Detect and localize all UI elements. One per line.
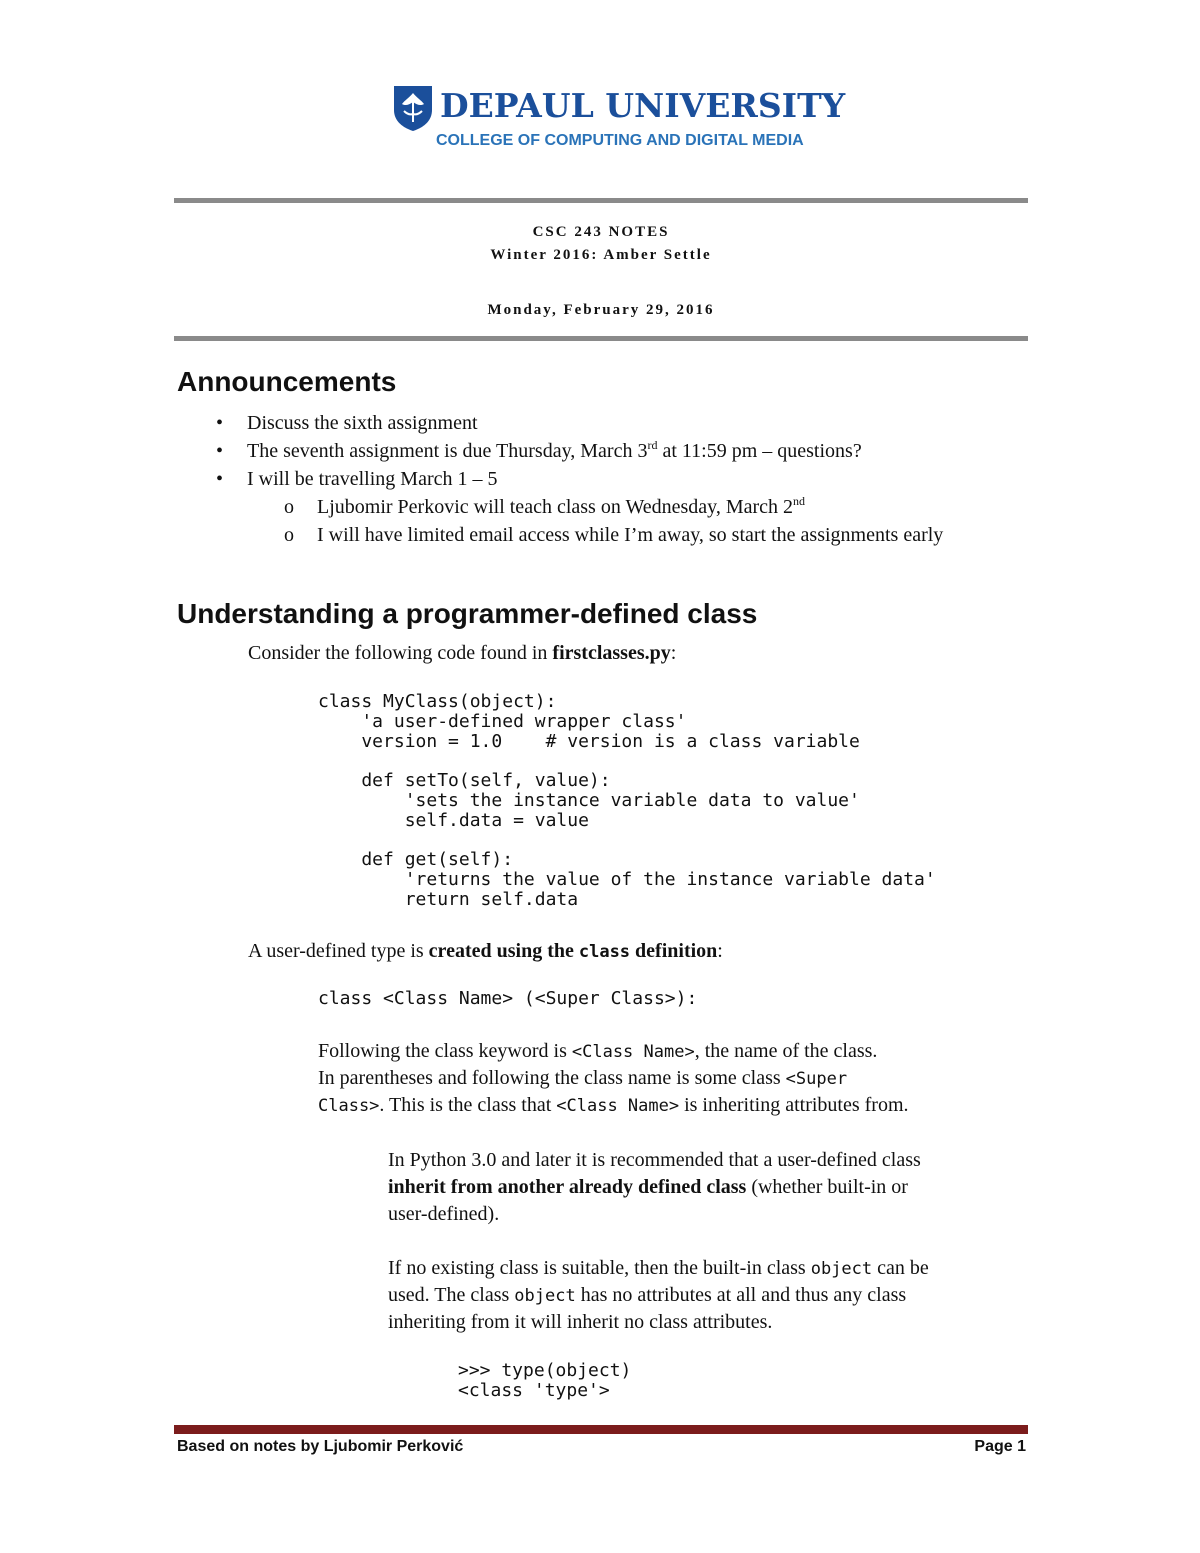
shield-icon — [392, 84, 434, 132]
footer-credit: Based on notes by Ljubomir Perković — [177, 1438, 464, 1455]
lecture-date: Monday, February 29, 2016 — [487, 302, 715, 318]
bullet-icon: • — [216, 412, 224, 434]
user-defined-type-line: A user-defined type is created using the class definition: — [248, 940, 723, 962]
following-line-1: Following the class keyword is <Class Name>, the name of the class. — [318, 1040, 878, 1062]
college-name: COLLEGE OF COMPUTING AND DIGITAL MEDIA — [436, 132, 804, 149]
bullet-icon: • — [216, 468, 224, 490]
subbullet-icon: o — [284, 496, 294, 518]
announcement-text: I will be travelling March 1 – 5 — [247, 468, 498, 490]
following-line-2: In parentheses and following the class name is some class <Super — [318, 1067, 848, 1089]
code-block-type-object: >>> type(object) <class 'type'> — [458, 1360, 632, 1401]
intro-paragraph: Consider the following code found in firstclasses.py: — [248, 642, 677, 664]
header-rule — [174, 336, 1028, 341]
bullet-icon: • — [216, 440, 224, 462]
announcement-text: The seventh assignment is due Thursday, March 3rd at 11:59 pm – questions? — [247, 438, 862, 462]
python3-line-1: In Python 3.0 and later it is recommended that a user-defined class — [388, 1149, 921, 1171]
announcement-text: Discuss the sixth assignment — [247, 412, 478, 434]
announcement-subtext: I will have limited email access while I’m away, so start the assignments early — [317, 524, 944, 546]
code-block-class-syntax: class <Class Name> (<Super Class>): — [318, 988, 698, 1009]
following-line-3: Class>. This is the class that <Class Name> is inheriting attributes from. — [318, 1094, 909, 1116]
python3-line-2: inherit from another already defined class (whether built-in or — [388, 1176, 908, 1198]
no-existing-line-1: If no existing class is suitable, then the built-in class object can be — [388, 1257, 929, 1279]
footer-rule — [174, 1425, 1028, 1434]
term-line: Winter 2016: Amber Settle — [490, 247, 712, 263]
code-block-myclass: class MyClass(object): 'a user-defined wrapper class' version = 1.0 # version is a class variable def setTo(self, value): 'sets the instance variable data to value' self.data = value def get(self): 'returns the value of the instance variable data' return self.data — [318, 691, 936, 910]
top-rule — [174, 198, 1028, 203]
python3-line-3: user-defined). — [388, 1203, 500, 1225]
university-logo — [392, 84, 846, 154]
page-number: Page 1 — [974, 1438, 1026, 1455]
announcement-subtext: Ljubomir Perkovic will teach class on Wednesday, March 2nd — [317, 494, 806, 518]
subbullet-icon: o — [284, 524, 294, 546]
announcements-heading: Announcements — [177, 366, 397, 397]
course-title: CSC 243 NOTES — [532, 224, 670, 240]
file-name: firstclasses.py — [552, 642, 671, 664]
no-existing-line-3: inheriting from it will inherit no class attributes. — [388, 1311, 773, 1333]
university-name: DEPAUL UNIVERSITY — [440, 86, 846, 125]
section-heading: Understanding a programmer-defined class — [177, 598, 758, 629]
no-existing-line-2: used. The class object has no attributes at all and thus any class — [388, 1284, 907, 1306]
